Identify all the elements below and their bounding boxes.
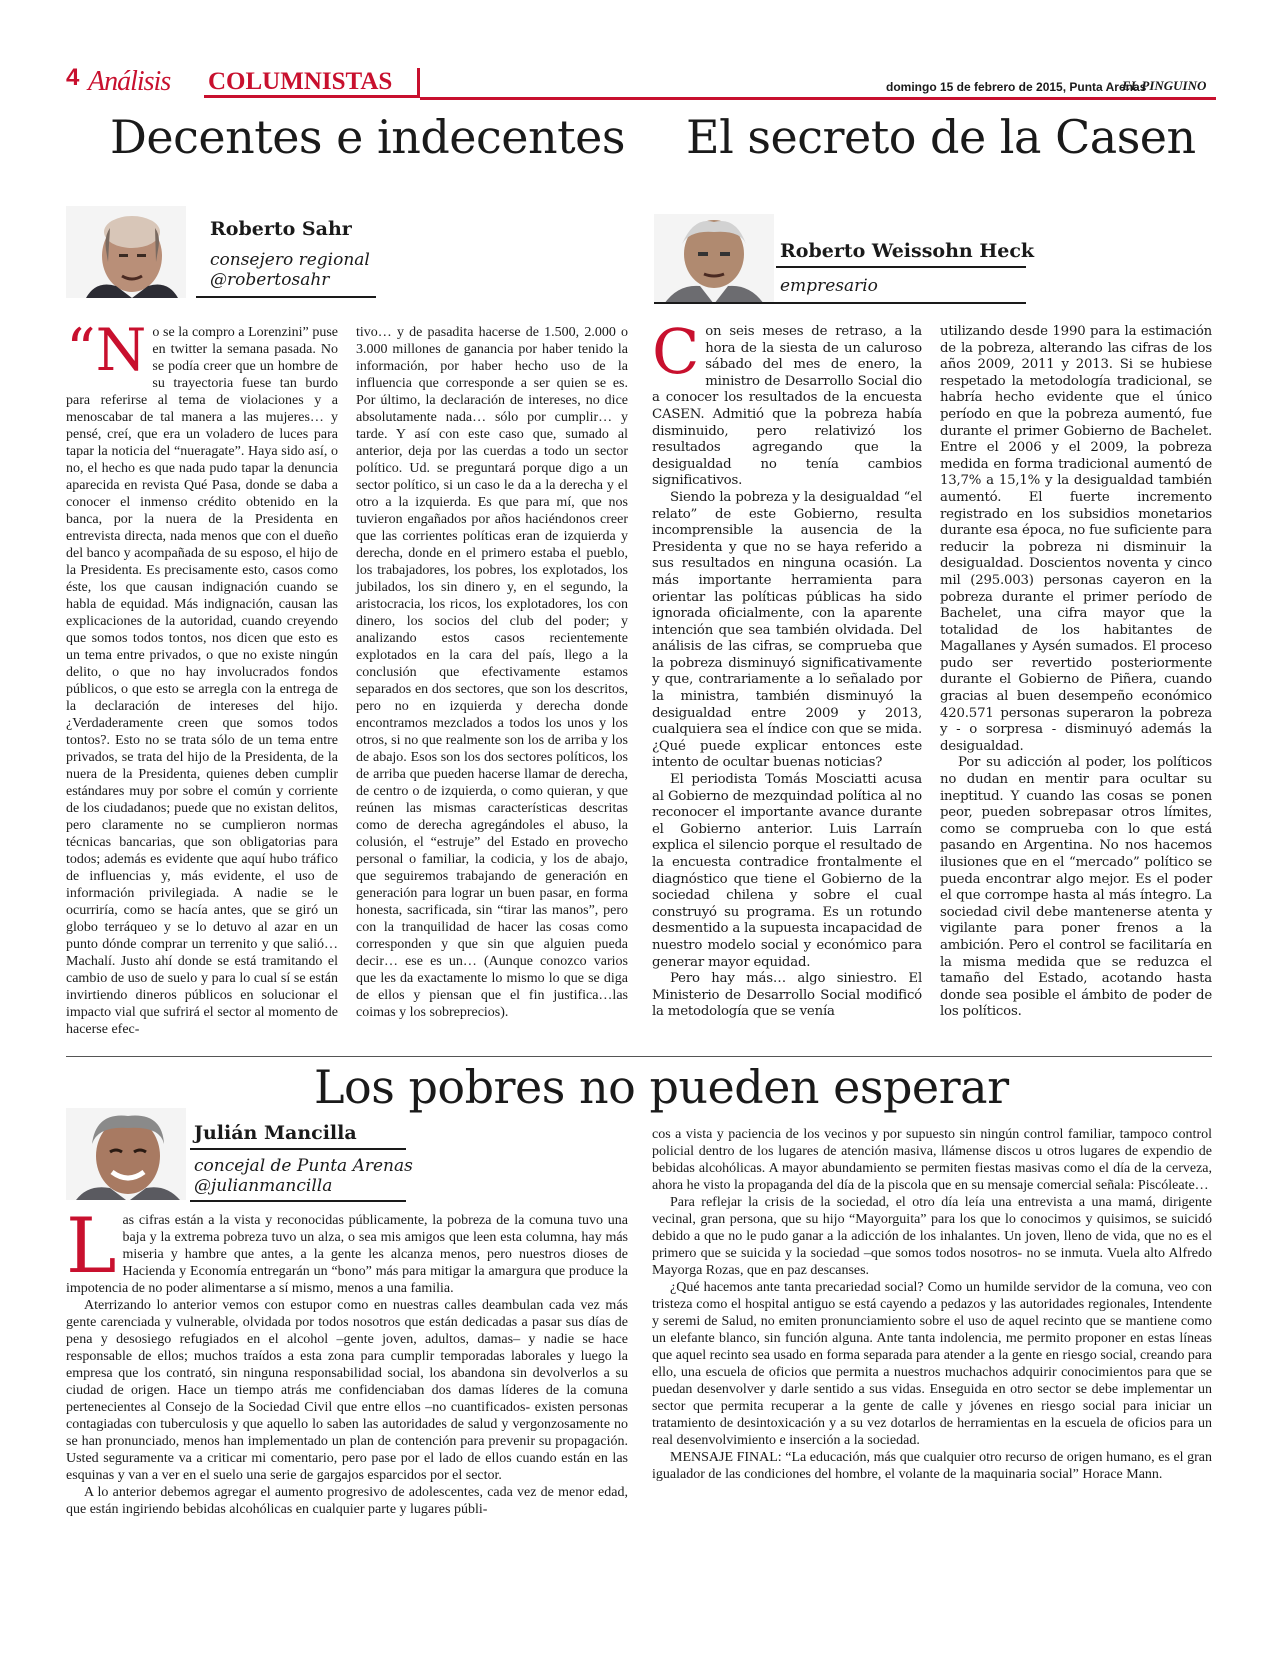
article2-byline-rule	[776, 266, 1026, 268]
article3-paragraph: Para reflejar la crisis de la sociedad, el otro día leía una entrevista a una mamá, dirigente vecinal, gran persona, que su hijo “Mayorguita” para los que lo conocimos y quisimos, se suicidó debido a que no le pudo ganar a la adicción de los inhalantes. Un joven, lleno de vida, que no es el primero que se suicida y la sociedad –que somos todos nosotros- no se inmuta. Vuela alto Alfredo Mayorga Rozas, que en paz descanses.	[652, 1195, 1212, 1278]
article1-byline-rule	[196, 296, 376, 298]
article2-paragraph: Siendo la pobreza y la desigualdad “el relato” de este Gobierno, resulta incomprensible la ausencia de la Presidenta y que no se haya referido a sus resultados en ninguna ocasión. La más importante herramienta para orientar las políticas públicas ha sido ignorada oficialmente, con la aparente intención que sea también olvidada. Del análisis de las cifras, se comprueba que la pobreza disminuyó significativamente y que, contrariamente a lo señalado por la ministra, también disminuyó la desigualdad entre 2009 y 2013, cualquiera sea el índice con que se mida. ¿Qué puede explicar entonces este intento de ocultar buenas noticias?	[652, 489, 922, 771]
article1-headline: Decentes e indecentes	[110, 110, 625, 164]
article1-column-2	[356, 324, 628, 1021]
article3-paragraph: MENSAJE FINAL: “La educación, más que cualquier otro recurso de origen humano, es el gran igualador de las condiciones del hombre, el volante de la maquinaria social” Horace Mann.	[652, 1450, 1212, 1482]
article2-column-2	[940, 324, 1212, 1021]
article3-column-2	[652, 1126, 1212, 1483]
article2-column-1	[652, 315, 922, 1021]
article2-paragraph: utilizando desde 1990 para la estimación de la pobreza, alterando las cifras de los años 2009, 2011 y 2013. Si se hubiese respetado la metodología tradicional, se habría hecho evidente que el único período en que la pobreza aumentó, fue durante el primer Gobierno de Bachelet. Entre el 2006 y el 2009, la pobreza medida en forma tradicional aumentó de 13,7% a 15,1% y la desigualdad también aumentó. El fuerte incremento registrado en los subsidios monetarios durante esa época, no fue suficiente para reducir la pobreza ni disminuir la desigualdad. Doscientos noventa y cinco mil (295.003) personas cayeron en la pobreza durante el primer período de Bachelet, una cifra mayor que la totalidad de los habitantes de Magallanes y Aysén sumados. El proceso pudo ser revertido posteriormente durante el Gobierno de Piñera, cuando gracias al buen desempeño económico 420.571 personas superaron la pobreza y - o sorpresa - disminuyó además la desigualdad.	[940, 324, 1212, 754]
article3-paragraph: cos a vista y paciencia de los vecinos y por supuesto sin ningún control familiar, tampoco control policial dentro de los lugares de atención masiva, llámense discos u otros lugares de expendio de bebidas alcohólicas. A mayor abundamiento se permiten fiestas masivas como el día de la cerveza, ahora he visto la propaganda del día de la piscola que en su mensaje comercial señala: Piscóleate…	[652, 1127, 1212, 1193]
author-photo-weissohn	[654, 214, 774, 304]
article1-dropcap: “N	[66, 316, 147, 384]
article3-paragraph: ¿Qué hacemos ante tanta precariedad social? Como un humilde servidor de la comuna, veo con tristeza como el hospital antiguo se está cayendo a pedazos y las autoridades regionales, Intendente y seremi de Salud, no emiten pronunciamiento sobre el uso de aquel recinto que se mantiene como un elefante blanco, sin función alguna. Ante tanta indolencia, me permito proponer en estas líneas que aquel recinto sea usado en forma separada para atender a la gente en riesgo social, creando para ello, una escuela de oficios que permita a nuestros muchachos adquirir conocimientos para que se puedan desenvolver y darle sentido a sus vidas. Enseguida en otro sector se debe implementar un sector que permita recuperar a la gente de calle y jóvenes en riesgo social para iniciar un tratamiento de desintoxicación y a su vez dotarlos de herramientas en la escuela de oficios para un real desenvolvimiento e inserción a la sociedad.	[652, 1280, 1212, 1448]
article3-role: concejal de Punta Arenas	[194, 1156, 413, 1176]
article2-byline-rule-bottom	[654, 302, 1026, 304]
article3-paragraph: as cifras están a la vista y reconocidas públicamente, la pobreza de la comuna tuvo una baja y la extrema pobreza tuvo un alza, o sea mis amigos que leen esta columna, hay más miseria y hambre que antes, a la gente les alcanza menos, pero nuestros dioses de Hacienda y Economía entregarán un “bono” más para mitigar la amargura que produce la impotencia de no poder alimentarse a sí mismo, menos a una familia.	[66, 1213, 628, 1296]
header-rule	[420, 97, 1216, 100]
article1-handle: @robertosahr	[210, 270, 330, 290]
article3-author: Julián Mancilla	[194, 1122, 357, 1144]
article2-paragraph: Por su adicción al poder, los políticos no dudan en mentir para ocultar su ineptitud. Y cuando las cosas se ponen peor, pueden sobrepasar otros límites, como se comprueba con lo que está pasando en Argentina. No nos hacemos ilusiones que en el “mercado” político se pueda encontrar algo mejor. Es el poder el que corrompe hasta al más íntegro. La sociedad civil debe mantenerse atenta y vigilante para poner frenos a la ambición. Pero el control se facilitaría en la misma medida que se reduzca el tamaño del Estado, acotando hasta donde sea posible el ámbito de poder de los políticos.	[940, 755, 1212, 1020]
article2-paragraph: on seis meses de retraso, a la hora de la siesta de un caluroso sábado del mes de enero, la ministro de Desarrollo Social dio a conocer los resultados de la encuesta CASEN. Admitió que la pobreza había disminuido, pero relativizó los resultados agregando que la desigualdad no tenía cambios significativos.	[652, 324, 922, 489]
article3-byline-rule-bottom	[190, 1200, 406, 1202]
article3-column-1	[66, 1201, 628, 1518]
page-number: 4	[66, 64, 80, 91]
author-photo-mancilla	[66, 1108, 186, 1200]
article3-paragraph: Aterrizando lo anterior vemos con estupor como en nuestras calles deambulan cada vez más gente carenciada y vulnerable, olvidada por todos nosotros que están dedicadas a pasar sus días de pena y desosiego refugiados en el alcohol –gente joven, adultos, damas– y nadie se hace responsable de ellos; muchos traídos a esta zona para cumplir temporadas laborales y luego la empresa que los contrató, sin ninguna responsabilidad social, los abandona sin devolverlos a su ciudad de origen. Hace un tiempo atrás me confidenciaban dos damas líderes de la comuna pertenecientes al Consejo de la Sociedad Civil que entre ellos –no cuantificados- existen personas contagiadas con tuberculosis y que aquello lo saben las autoridades de salud y vergonzosamente no se han pronunciado, menos han implementado un plan de contención para prevenir su propagación. Usted seguramente va a criticar mi comentario, pero pase por el lado de ellos cuando están en las esquinas y van a ver en el suelo una serie de gargajos esparcidos por el sector.	[66, 1298, 628, 1483]
article3-headline: Los pobres no pueden esperar	[314, 1060, 1009, 1114]
section-label: Análisis	[88, 66, 171, 97]
article3-handle: @julianmancilla	[194, 1176, 333, 1196]
article1-paragraph: o se la compro a Lorenzini” puse en twitter la semana pasada. No se podía creer que un hombre de su trayectoria fuese tan burdo para referirse al tema de violaciones y a menoscabar de tal manera a las mujeres… y pensé, creí, que era un voladero de luces para tapar la noticia del “nueragate”. Haya sido así, o no, el hecho es que nada pudo tapar la denuncia aparecida en revista Qué Pasa, donde se daba a conocer el inmenso crédito obtenido en la banca, por la nuera de la Presidenta en entrevista directa, nada menos que con el dueño del banco y acompañada de su esposo, el hijo de la Presidenta. Es precisamente esto, casos como éste, los que causan indignación cuando se habla de equidad. Más indignación, causan las explicaciones de la autoridad, cuando creyendo que somos todos tontos, nos dicen que esto es un tema entre privados, o que no existe ningún delito, o que no hay involucrados fondos públicos, o que esto se arregla con la entrega de la declaración de intereses del hijo. ¿Verdaderamente creen que somos todos tontos?. Esto no se trata sólo de un tema entre privados, se trata del hijo de la Presidenta, de la nuera de la Presidenta, quienes deben cumplir estándares muy por sobre el común y corriente de los ciudadanos; puede que no existan delitos, pero claramente no se cumplieron normas técnicas bancarias, que son obligatorias para todos; además es evidente que aquí hubo tráfico de influencias y, más evidente, el uso de información privilegiada. A nadie se le ocurriría, como se hacía antes, que se giró un globo terráqueo y se lo detuvo al azar en un punto dónde comprar un terrenito y que salió… Machalí. Justo ahí donde se está tramitando el cambio de uso de suelo y para lo cual sí se están invirtiendo dineros públicos en solucionar el impacto vial que sufrirá el sector al momento de hacerse efec-	[66, 325, 338, 1037]
article3-dropcap: L	[66, 1201, 117, 1290]
article2-role: empresario	[780, 276, 878, 296]
section-divider-line	[66, 1056, 1212, 1057]
date-line: domingo 15 de febrero de 2015, Punta Arenas	[886, 80, 1147, 94]
article2-author: Roberto Weissohn Heck	[780, 240, 1035, 262]
article1-paragraph: tivo… y de pasadita hacerse de 1.500, 2.000 o 3.000 millones de ganancia por haber tenido la información, por haber hecho uso de la influencia que corresponde a ser quien se es. Por último, la declaración de intereses, no dice absolutamente nada… sólo por cumplir… y tarde. Y así con este caso que, sumado al anterior, deja por las cuerdas a todo un sector político. Ud. se preguntará porque digo a un sector político, si un caso le da a la derecha y el otro a la izquierda. Es que para mí, que nos tuvieron engañados por años haciéndonos creer que las corrientes políticas eran de izquierda y derecha, donde en el primero estaba el pueblo, los trabajadores, los pobres, los explotados, los jubilados, los sin dinero y, en el segundo, la aristocracia, los ricos, los explotadores, los con dinero, los socios del club del poder; y analizando estos casos recientemente explotados en la cara del país, llego a la conclusión que efectivamente estamos separados en dos sectores, que son los descritos, pero no en izquierda y derecha donde encontramos mezclados a todos los unos y los otros, si no que realmente son los de arriba y los de abajo. Esos son los dos sectores políticos, los de arriba que pueden hacerse llamar de derecha, de centro o de izquierda, o como quieran, y que reúnen las mismas características descritas como de derecha agregándoles el abuso, la colusión, el “estruje” del Estado en provecho personal o familiar, la codicia, y los de abajo, que seguiremos trabajando de generación en generación para lograr un buen pasar, en forma honesta, sacrificada, sin “tirar las manos”, pero con la tranquilidad de hacer las cosas como corresponden y que sin que alguien pueda decir… ese es un… (Aunque conozco varios que les da exactamente lo mismo lo que se diga de ellos y piensan que el fin justifica…las coimas y los sobreprecios).	[356, 325, 628, 1020]
author-photo-sahr	[66, 206, 186, 298]
article2-dropcap: C	[652, 315, 700, 388]
article1-role: consejero regional	[210, 250, 370, 270]
article3-byline-rule	[190, 1148, 406, 1150]
brand-logo: EL PINGUINO	[1122, 78, 1207, 93]
article3-paragraph: A lo anterior debemos agregar el aumento progresivo de adolescentes, cada vez de menor edad, que están ingiriendo bebidas alcohólicas en cualquier parte y lugares públi-	[66, 1485, 628, 1517]
article1-author: Roberto Sahr	[210, 218, 352, 240]
section-name: COLUMNISTAS	[208, 68, 393, 95]
article1-column-1	[66, 316, 338, 1038]
article2-paragraph: El periodista Tomás Mosciatti acusa al Gobierno de mezquindad política al no reconocer el importante avance durante el Gobierno anterior. Luis Larraín explica el silencio porque el resultado de la encuesta contradice frontalmente el diagnóstico que tiene el Gobierno de la sociedad chilena y sobre el cual construyó su programa. Es un rotundo desmentido a la supuesta incapacidad de nuestro modelo social y económico para generar mayor equidad.	[652, 772, 922, 970]
article2-paragraph: Pero hay más… algo siniestro. El Ministerio de Desarrollo Social modificó la metodología que se venía	[652, 971, 922, 1020]
article2-headline: El secreto de la Casen	[686, 110, 1196, 164]
